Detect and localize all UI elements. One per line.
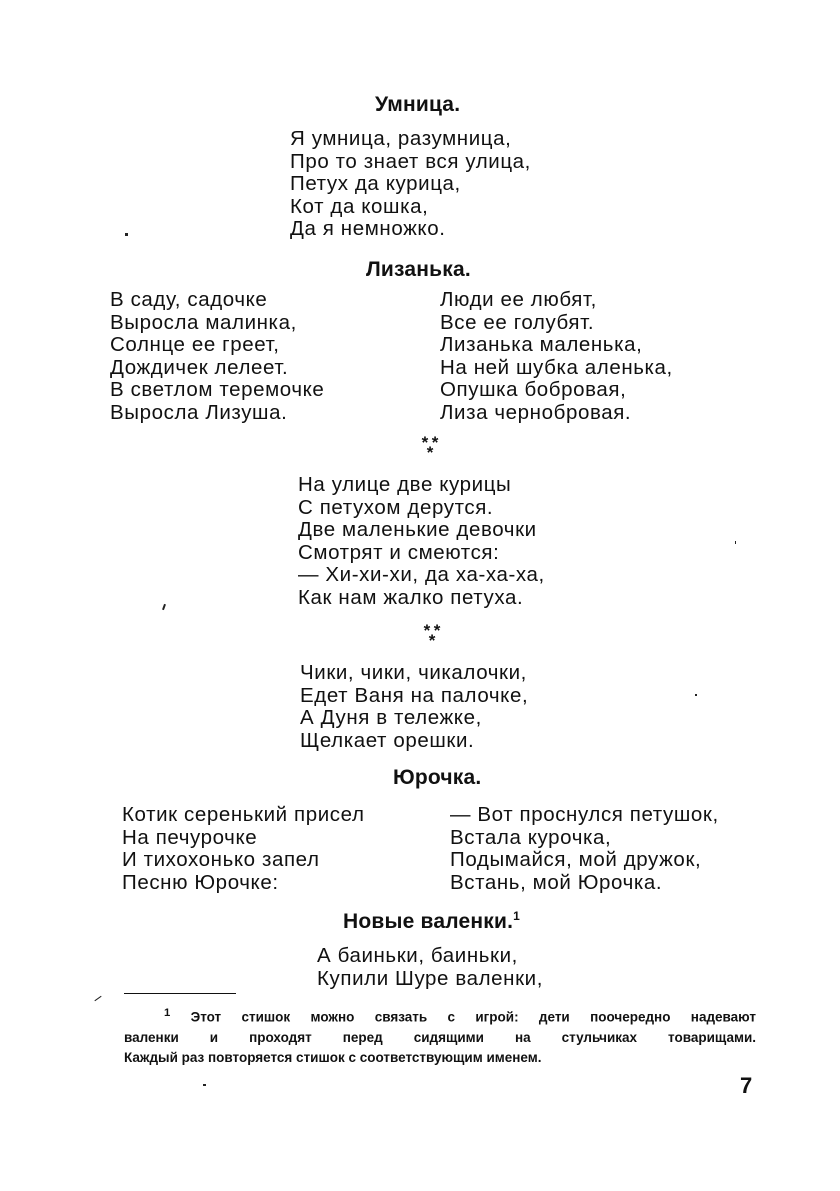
verse-line: С петухом дерутся. [298, 495, 494, 519]
verse-line: На ней шубка аленька, [440, 355, 673, 379]
poem-kuritsy [298, 474, 545, 609]
poem-lizanka-right-column [440, 289, 673, 424]
verse-line: Смотрят и смеются: [298, 540, 500, 564]
scan-speck [203, 1084, 206, 1086]
verse-line: Выросла Лизуша. [110, 400, 288, 424]
verse-line: На улице две курицы [298, 473, 512, 496]
scan-speck [695, 694, 697, 696]
footnote-line [124, 1003, 756, 1028]
verse-line: Выросла малинка, [110, 310, 297, 334]
verse-line: Лизанька маленька, [440, 333, 643, 356]
verse-line: Едет Ваня на палочке, [300, 683, 529, 707]
verse-line: Солнце ее греет, [110, 333, 280, 356]
poem-title-lizanka: Лизанька. [366, 258, 471, 281]
verse-line: Котик серенький присел [122, 803, 365, 826]
footnote-reference-mark: 1 [513, 909, 521, 923]
verse-line: Кот да кошка, [290, 194, 429, 218]
verse-line: Да я немножко. [290, 217, 446, 240]
verse-line: На печурочке [122, 825, 258, 849]
verse-line: А Дуня в тележке, [300, 706, 482, 729]
verse-line: Дождичек лелеет. [110, 355, 289, 379]
verse-line: Встань, мой Юрочка. [450, 870, 663, 894]
poem-title-yurochka: Юрочка. [393, 766, 482, 789]
footnote-separator-rule [124, 993, 236, 994]
scan-speck [125, 233, 128, 236]
verse-line: В саду, садочке [110, 288, 268, 311]
poem-yurochka-left-column [122, 804, 365, 894]
scan-speck [735, 541, 736, 544]
footnote [124, 1003, 756, 1068]
verse-line: Чики, чики, чикалочки, [300, 661, 527, 684]
verse-line: Как нам жалко петуха. [298, 585, 524, 609]
poem-title-text: Новые валенки. [343, 910, 514, 933]
footnote-line: Каждый раз повторяется стишок с соответствующим именем. [124, 1049, 542, 1065]
verse-line: Подымайся, мой дружок, [450, 848, 702, 871]
footnote-line: валенки и проходят перед сидящими на стульчиках товарищами. [124, 1029, 756, 1045]
verse-line: Петух да курица, [290, 172, 461, 195]
verse-line: Опушка бобровая, [440, 378, 627, 401]
poem-title-umnitsa: Умница. [375, 93, 461, 116]
verse-line: Люди ее любят, [440, 288, 597, 311]
poem-valenki [317, 945, 543, 990]
verse-line: Две маленькие девочки [298, 518, 537, 541]
footnote-text: Этот стишок можно связать с игрой: дети поочередно надевают [190, 1009, 756, 1025]
verse-line: — Хи-хи-хи, да ха-ха-ха, [298, 563, 545, 586]
verse-line: Про то знает вся улица, [290, 149, 531, 173]
poem-yurochka-right-column [450, 804, 719, 894]
asterism-divider: * * * [421, 433, 439, 462]
poem-chiki [300, 662, 528, 752]
verse-line: Песню Юрочке: [122, 870, 279, 894]
verse-line: Лиза чернобровая. [440, 400, 632, 424]
verse-line: И тихохонько запел [122, 848, 320, 871]
verse-line: Встала курочка, [450, 825, 612, 849]
verse-line: А баиньки, баиньки, [317, 944, 518, 967]
verse-line: Щелкает орешки. [300, 728, 475, 752]
asterism-divider: * * * [423, 621, 441, 650]
poem-title-valenki [343, 909, 520, 934]
scan-speck [162, 604, 166, 610]
poem-lizanka-left-column [110, 289, 324, 424]
verse-line: Купили Шуре валенки, [317, 966, 544, 990]
verse-line: Все ее голубят. [440, 310, 595, 334]
page-number: 7 [740, 1073, 753, 1098]
scan-speck [94, 996, 101, 1001]
verse-line: В светлом теремочке [110, 378, 325, 401]
verse-line: — Вот проснулся петушок, [450, 803, 719, 826]
footnote-mark: 1 [164, 1007, 171, 1019]
verse-line: Я умница, разумница, [290, 127, 512, 150]
poem-umnitsa [290, 128, 531, 241]
